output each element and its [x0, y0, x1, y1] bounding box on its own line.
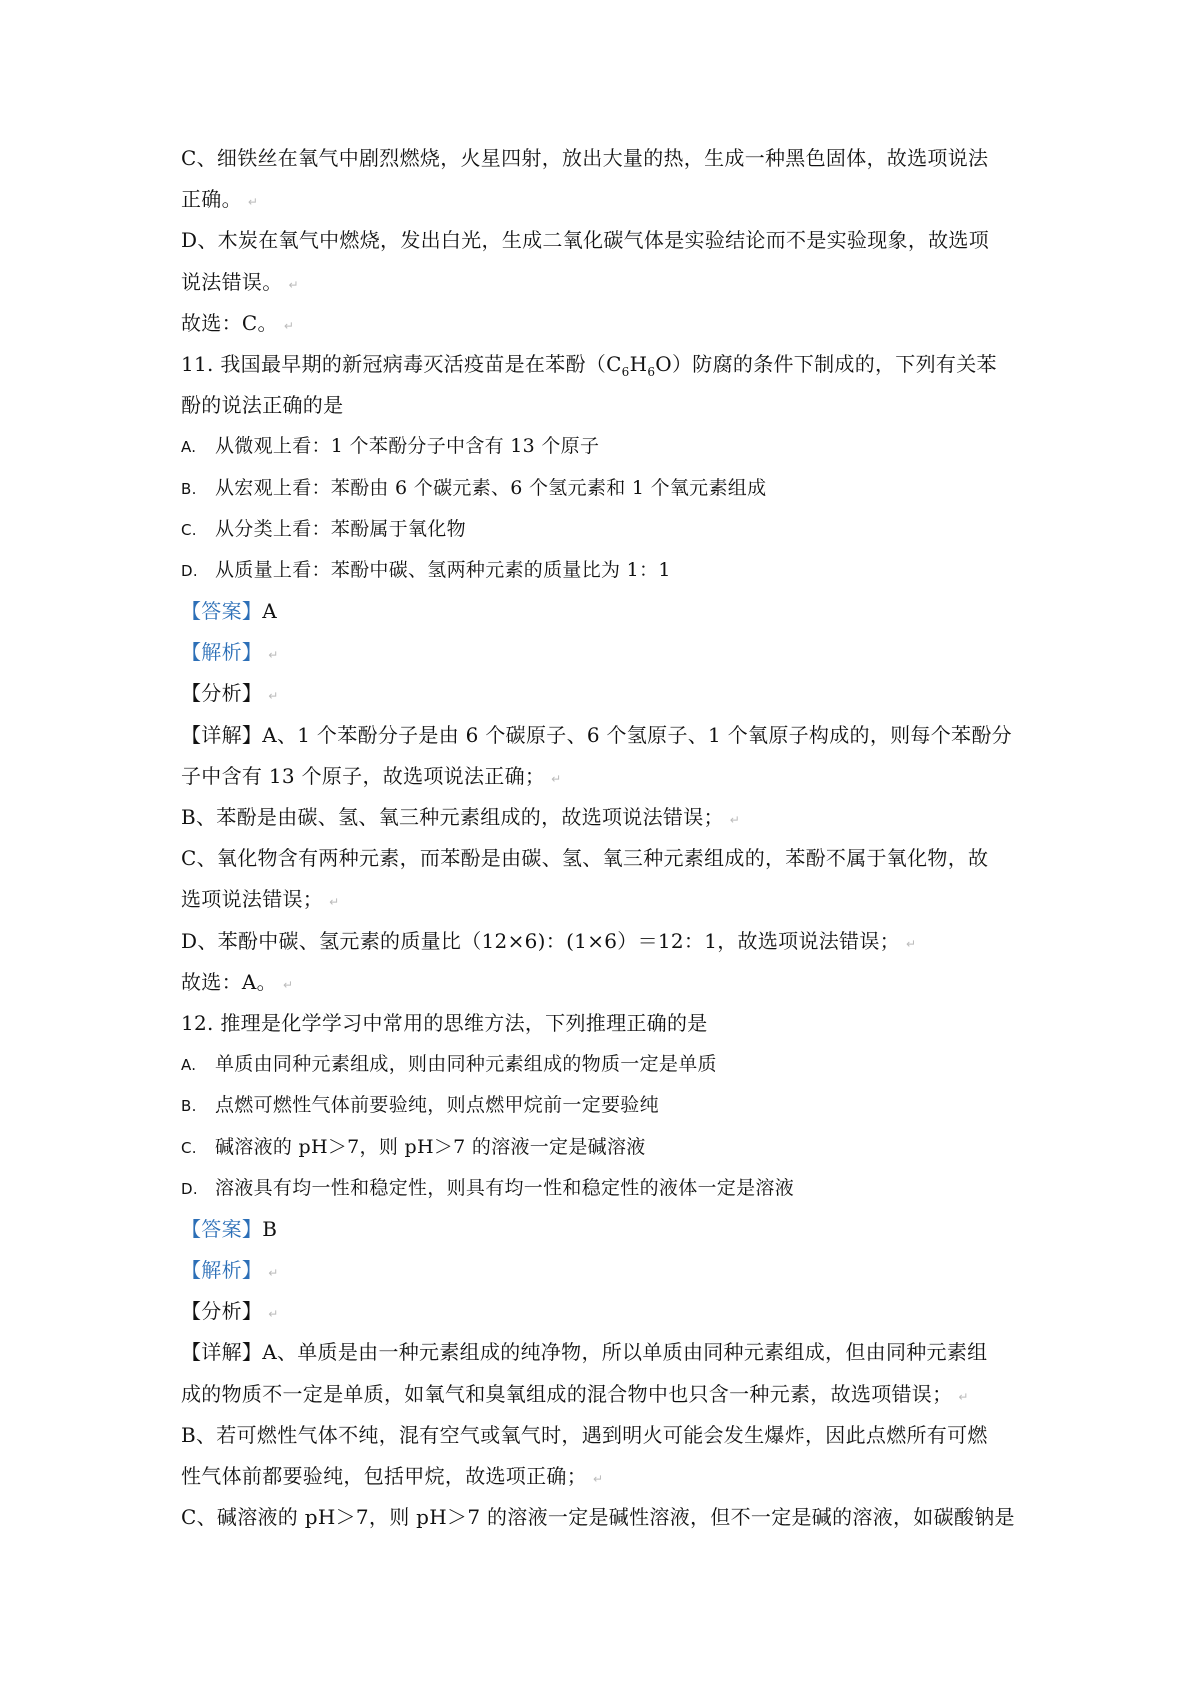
q11-option-d: D. 从质量上看：苯酚中碳、氢两种元素的质量比为 1：1: [181, 558, 671, 581]
q11-detail-d: D、苯酚中碳、氢元素的质量比（12×6)：(1×6）＝12：1，故选项说法错误； ↵: [181, 928, 917, 953]
page-content: [181, 138, 1041, 1538]
q11-detail-a-line1: 【详解】A、1 个苯酚分子是由 6 个碳原子、6 个氢原子、1 个氧原子构成的，则每个苯酚分: [181, 722, 1012, 747]
q11-detail-c-line2: 选项说法错误； ↵: [181, 887, 340, 912]
q12-option-a: A. 单质由同种元素组成，则由同种元素组成的物质一定是单质: [181, 1053, 717, 1076]
q10-option-c-explanation-line1: C、细铁丝在氧气中剧烈燃烧，火星四射，放出大量的热，生成一种黑色固体，故选项说法: [181, 146, 989, 170]
q10-option-c-explanation-line2: 正确。 ↵: [181, 187, 259, 212]
q11-option-a: A. 从微观上看：1 个苯酚分子中含有 13 个原子: [181, 435, 600, 458]
q12-option-d: D. 溶液具有均一性和稳定性，则具有均一性和稳定性的液体一定是溶液: [181, 1176, 795, 1199]
q12-option-c: C. 碱溶液的 pH＞7，则 pH＞7 的溶液一定是碱溶液: [181, 1135, 646, 1158]
q11-fenxi-heading: 【分析】 ↵: [181, 681, 279, 706]
q12-answer: 【答案】B: [181, 1216, 278, 1241]
q12-detail-a-line2: 成的物质不一定是单质，如氧气和臭氧组成的混合物中也只含一种元素，故选项错误； ↵: [181, 1381, 969, 1406]
q11-stem-line2: 酚的说法正确的是: [181, 393, 344, 418]
q12-fenxi-heading: 【分析】 ↵: [181, 1299, 279, 1324]
q11-stem-line1: 11. 我国最早期的新冠病毒灭活疫苗是在苯酚$(C_6H_6O)$防腐的条件下制成的，下列有关苯: [181, 351, 997, 379]
q11-option-c: C. 从分类上看：苯酚属于氧化物: [181, 517, 466, 540]
q11-option-b: B. 从宏观上看：苯酚由 6 个碳元素、6 个氢元素和 1 个氧元素组成: [181, 476, 767, 499]
q12-detail-b-line1: B、若可燃性气体不纯，混有空气或氧气时，遇到明火可能会发生爆炸，因此点燃所有可燃: [181, 1422, 988, 1447]
q11-analysis-heading: 【解析】 ↵: [181, 640, 279, 665]
q10-option-d-explanation-line2: 说法错误。 ↵: [181, 269, 299, 294]
q11-conclusion: 故选：A。 ↵: [181, 969, 294, 994]
q11-detail-c-line1: C、氧化物含有两种元素，而苯酚是由碳、氢、氧三种元素组成的，苯酚不属于氧化物，故: [181, 846, 989, 871]
q12-detail-a-line1: 【详解】A、单质是由一种元素组成的纯净物，所以单质由同种元素组成，但由同种元素组: [181, 1340, 988, 1365]
q10-option-d-explanation-line1: D、木炭在氧气中燃烧，发出白光，生成二氧化碳气体是实验结论而不是实验现象，故选项: [181, 228, 990, 253]
q11-detail-a-line2: 子中含有 13 个原子，故选项说法正确； ↵: [181, 763, 562, 788]
q11-detail-b: B、苯酚是由碳、氢、氧三种元素组成的，故选项说法错误； ↵: [181, 805, 741, 829]
q10-conclusion: 故选：C。 ↵: [181, 310, 295, 335]
q12-detail-c-line1: C、碱溶液的 pH＞7，则 pH＞7 的溶液一定是碱性溶液，但不一定是碱的溶液，如碳酸钠是: [181, 1505, 1015, 1530]
q12-stem: 12. 推理是化学学习中常用的思维方法，下列推理正确的是: [181, 1010, 708, 1035]
q12-analysis-heading: 【解析】 ↵: [181, 1258, 279, 1283]
q11-answer: 【答案】A: [181, 599, 277, 624]
q12-option-b: B. 点燃可燃性气体前要验纯，则点燃甲烷前一定要验纯: [181, 1094, 659, 1117]
q12-detail-b-line2: 性气体前都要验纯，包括甲烷，故选项正确； ↵: [181, 1464, 604, 1488]
